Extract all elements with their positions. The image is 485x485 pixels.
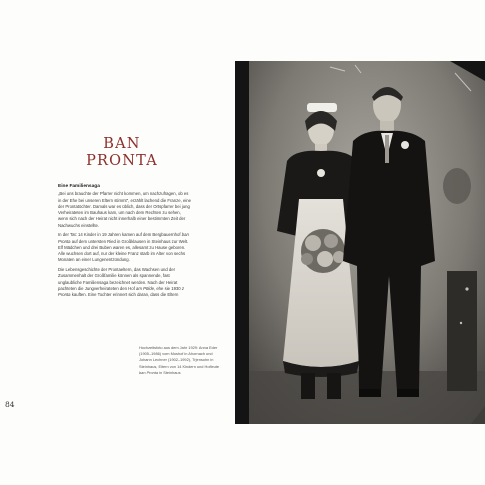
page-number: 84 xyxy=(5,400,15,409)
bridal-crown xyxy=(307,103,337,112)
paragraph-2-emphasis: ban Pronta xyxy=(58,232,189,244)
paragraph-3-text-a: Die Lebensgeschichte der Prontaeltern, das Wachsen und der Zusammenhalt der Großfamilie können als spannende, fast unglaubliche Familiensaga bezeichnet werden. Nach der Heirat pachteten die Jungverheirateten den Hof xyxy=(58,266,178,291)
paragraph-3-text-c: kauften. Eine Tochter erinnert sich daran, dass die Eltern xyxy=(70,292,179,298)
photo-caption xyxy=(139,345,225,376)
paragraph-2-text-a: In der Tat: 14 Kinder in 19 Jahren kamen auf dem Bergbauernhof xyxy=(58,232,182,238)
section-heading: Eine Familiensaga xyxy=(58,184,100,189)
paragraph-2 xyxy=(58,232,192,263)
paragraph-3-text-b: , ehe sie 1930 xyxy=(153,285,182,291)
boutonniere xyxy=(401,141,409,149)
bouquet xyxy=(301,229,345,273)
caption-text-b: in Steinhaus xyxy=(158,369,181,375)
paragraph-3-emphasis-2: z Pronta xyxy=(58,285,184,298)
wedding-photo-illustration xyxy=(235,61,485,424)
paragraph-3 xyxy=(58,267,192,298)
wedding-photo xyxy=(235,61,485,424)
body-text-column xyxy=(58,184,192,302)
paragraph-2-text-b: auf dem untersten Ried in Großklausen in Steinhaus zur Welt. Elf Mädchen und drei Buben waren es, allesamt zu Hause geboren. Alle wuchsen dort auf, nur der kleine Franz starb im Alter von sechs Monaten an einer Lungenentzündung. xyxy=(58,238,189,263)
title-line-1: BAN xyxy=(103,136,141,152)
paragraph-3-emphasis-1: am Pölde xyxy=(135,285,154,291)
title-line-2: PRONTA xyxy=(86,153,158,169)
paragraph-1-text: „Bei uns brauchte der Pfarrer nicht kommen, um nachzufragen, ob es in der Ehe bei unseren Eltern stimmt“, erzählt lachend die Franze, eine der Prontatöchter. Damals war es üblich, dass der Ortspfarrer bei jung Verheirateten im Bauhaus kam, um nach dem Rechten zu sehen, wenn sich nach der Heirat nicht innerhalb einer bestimmten Zeit der Nachwuchs einstellte. xyxy=(58,191,191,228)
chapter-title xyxy=(82,136,162,170)
paragraph-1 xyxy=(58,191,192,229)
caption-text-a: Hochzeitsfoto aus dem Jahr 1929: Anna Eder (1905–1986) vom Mushof in Ahornach und Johann Lechner (1902–1992), Trjensohn in Steinhaus, Eltern von 14 Kindern und Hofleute xyxy=(139,345,220,369)
caption-emphasis: ban Pronta xyxy=(139,369,159,375)
side-table xyxy=(447,271,477,391)
plant-decor xyxy=(443,168,471,204)
